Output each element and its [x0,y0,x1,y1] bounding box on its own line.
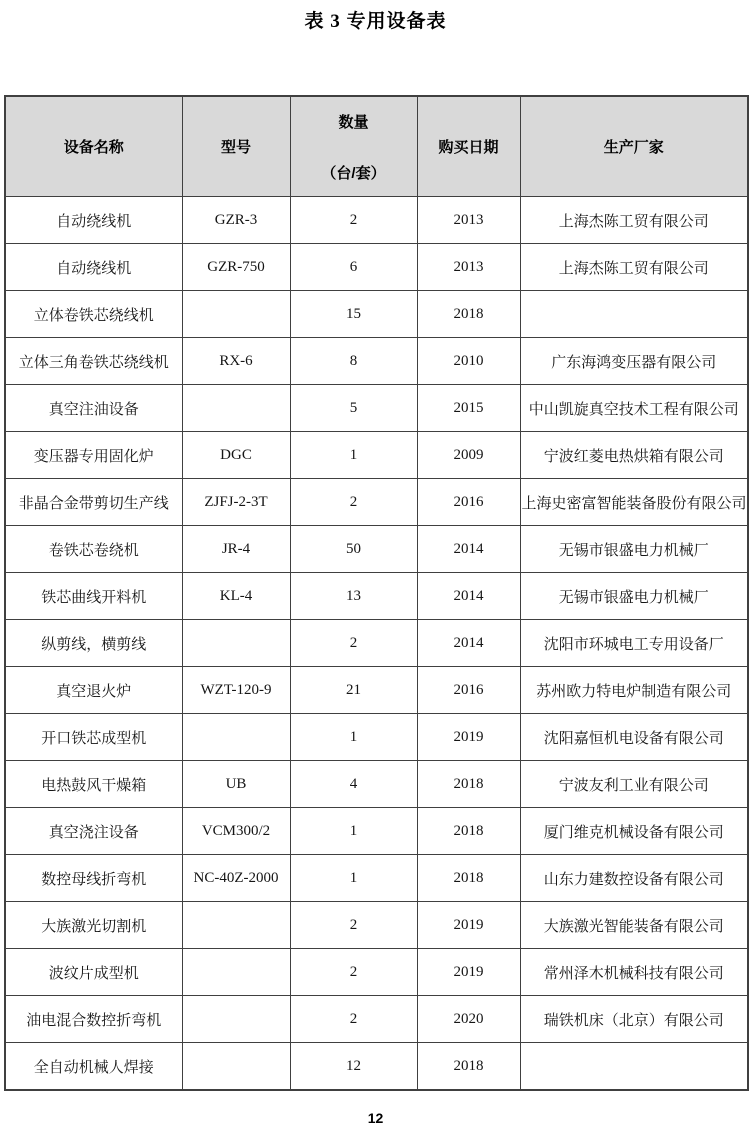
cell-manufacturer: 上海史密富智能装备股份有限公司 [520,479,748,526]
cell-model: KL-4 [182,573,290,620]
cell-purchase-date: 2015 [417,385,520,432]
cell-purchase-date: 2014 [417,526,520,573]
table-row [5,902,748,949]
table-row [5,526,748,573]
cell-manufacturer: 大族激光智能装备有限公司 [520,902,748,949]
cell-equipment-name: 非晶合金带剪切生产线 [5,479,182,526]
column-header-equipment-name: 设备名称 [5,96,182,197]
cell-purchase-date: 2010 [417,338,520,385]
cell-model: RX-6 [182,338,290,385]
cell-quantity: 1 [290,808,417,855]
column-header-model: 型号 [182,96,290,197]
table-row [5,573,748,620]
cell-equipment-name: 铁芯曲线开料机 [5,573,182,620]
header-row [5,96,748,197]
cell-quantity: 1 [290,432,417,479]
equipment-table-body [5,197,748,1091]
cell-equipment-name: 数控母线折弯机 [5,855,182,902]
cell-purchase-date: 2019 [417,902,520,949]
column-header-purchase-date: 购买日期 [417,96,520,197]
cell-manufacturer: 沈阳嘉恒机电设备有限公司 [520,714,748,761]
cell-equipment-name: 油电混合数控折弯机 [5,996,182,1043]
cell-model: JR-4 [182,526,290,573]
cell-quantity: 8 [290,338,417,385]
cell-model [182,385,290,432]
table-row [5,855,748,902]
cell-manufacturer: 常州泽木机械科技有限公司 [520,949,748,996]
cell-quantity: 6 [290,244,417,291]
table-row [5,620,748,667]
cell-manufacturer [520,1043,748,1091]
table-row [5,338,748,385]
cell-manufacturer: 广东海鸿变压器有限公司 [520,338,748,385]
column-header-manufacturer: 生产厂家 [520,96,748,197]
cell-manufacturer: 上海杰陈工贸有限公司 [520,244,748,291]
cell-quantity: 21 [290,667,417,714]
cell-model: GZR-750 [182,244,290,291]
cell-manufacturer: 沈阳市环城电工专用设备厂 [520,620,748,667]
cell-model: GZR-3 [182,197,290,244]
table-row [5,479,748,526]
cell-manufacturer: 无锡市银盛电力机械厂 [520,526,748,573]
cell-purchase-date: 2018 [417,1043,520,1091]
quantity-unit-label: （台/套） [321,164,386,182]
cell-model [182,949,290,996]
cell-purchase-date: 2016 [417,667,520,714]
cell-purchase-date: 2018 [417,761,520,808]
cell-purchase-date: 2019 [417,949,520,996]
cell-purchase-date: 2009 [417,432,520,479]
cell-quantity: 2 [290,902,417,949]
table-row [5,714,748,761]
table-row [5,667,748,714]
cell-quantity: 2 [290,949,417,996]
cell-equipment-name: 自动绕线机 [5,197,182,244]
cell-model [182,714,290,761]
cell-purchase-date: 2016 [417,479,520,526]
cell-model [182,291,290,338]
cell-manufacturer [520,291,748,338]
table-row [5,385,748,432]
cell-equipment-name: 纵剪线，横剪线 [5,620,182,667]
cell-model: WZT-120-9 [182,667,290,714]
cell-equipment-name: 立体卷铁芯绕线机 [5,291,182,338]
page-number: 12 [367,1110,384,1126]
cell-purchase-date: 2018 [417,808,520,855]
cell-quantity: 12 [290,1043,417,1091]
cell-manufacturer: 宁波红菱电热烘箱有限公司 [520,432,748,479]
cell-model [182,996,290,1043]
cell-quantity: 2 [290,996,417,1043]
cell-equipment-name: 全自动机械人焊接 [5,1043,182,1091]
cell-manufacturer: 中山凯旋真空技术工程有限公司 [520,385,748,432]
table-row [5,1043,748,1091]
cell-equipment-name: 真空退火炉 [5,667,182,714]
cell-model [182,902,290,949]
cell-equipment-name: 自动绕线机 [5,244,182,291]
equipment-table [4,95,749,1091]
cell-model: DGC [182,432,290,479]
table-row [5,197,748,244]
cell-model: VCM300/2 [182,808,290,855]
cell-purchase-date: 2020 [417,996,520,1043]
table-row [5,761,748,808]
cell-model: UB [182,761,290,808]
table-row [5,808,748,855]
cell-purchase-date: 2013 [417,244,520,291]
cell-manufacturer: 厦门维克机械设备有限公司 [520,808,748,855]
cell-equipment-name: 波纹片成型机 [5,949,182,996]
cell-quantity: 1 [290,714,417,761]
page-title: 表 3 专用设备表 [304,11,447,32]
cell-quantity: 50 [290,526,417,573]
cell-purchase-date: 2013 [417,197,520,244]
table-row [5,244,748,291]
cell-quantity: 13 [290,573,417,620]
cell-equipment-name: 大族激光切割机 [5,902,182,949]
cell-quantity: 5 [290,385,417,432]
cell-equipment-name: 真空注油设备 [5,385,182,432]
cell-quantity: 2 [290,197,417,244]
cell-purchase-date: 2018 [417,291,520,338]
column-header-quantity [290,96,417,197]
cell-quantity: 2 [290,620,417,667]
cell-purchase-date: 2018 [417,855,520,902]
cell-equipment-name: 开口铁芯成型机 [5,714,182,761]
cell-manufacturer: 苏州欧力特电炉制造有限公司 [520,667,748,714]
cell-equipment-name: 变压器专用固化炉 [5,432,182,479]
cell-equipment-name: 卷铁芯卷绕机 [5,526,182,573]
cell-model [182,1043,290,1091]
cell-manufacturer: 上海杰陈工贸有限公司 [520,197,748,244]
cell-manufacturer: 瑞铁机床（北京）有限公司 [520,996,748,1043]
cell-quantity: 15 [290,291,417,338]
cell-equipment-name: 真空浇注设备 [5,808,182,855]
table-row [5,949,748,996]
cell-model: NC-40Z-2000 [182,855,290,902]
cell-purchase-date: 2019 [417,714,520,761]
cell-manufacturer: 山东力建数控设备有限公司 [520,855,748,902]
cell-manufacturer: 宁波友利工业有限公司 [520,761,748,808]
cell-purchase-date: 2014 [417,573,520,620]
cell-manufacturer: 无锡市银盛电力机械厂 [520,573,748,620]
quantity-label: 数量 [338,113,369,131]
cell-quantity: 4 [290,761,417,808]
table-row [5,432,748,479]
cell-model: ZJFJ-2-3T [182,479,290,526]
cell-model [182,620,290,667]
cell-equipment-name: 电热鼓风干燥箱 [5,761,182,808]
cell-quantity: 1 [290,855,417,902]
table-row [5,291,748,338]
table-row [5,996,748,1043]
cell-purchase-date: 2014 [417,620,520,667]
cell-equipment-name: 立体三角卷铁芯绕线机 [5,338,182,385]
cell-quantity: 2 [290,479,417,526]
